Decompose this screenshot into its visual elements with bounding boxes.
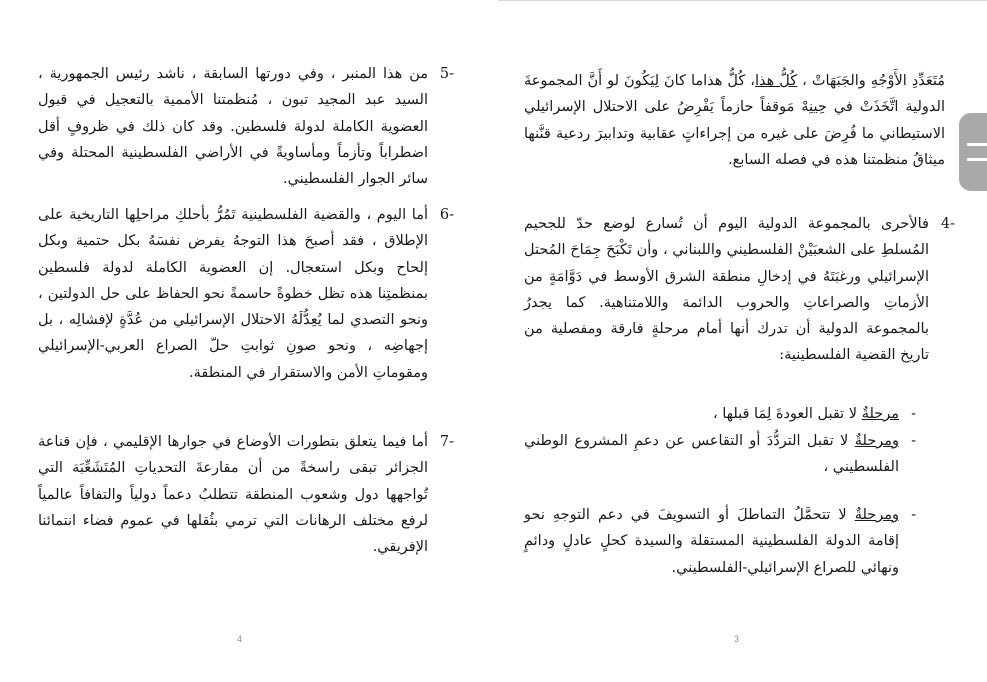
paragraph-text: من هذا المنبر ، وفي دورتها السابقة ، ناشد رئيس الجمهورية ، السيد عبد المجيد تبون ، مُنظمتنا الأممية بالتعجيل في قبول العضوية الكاملة لدولة فلسطين. وقد كان ذلك في ظروفٍ أقل اضطراباً وتأزماً ومأساويةً في الأراضي الفلسطينية المحتلة وفي سائر الجوار الفلسطيني. bbox=[38, 66, 428, 188]
paragraph-7 bbox=[38, 429, 454, 560]
bullet-item bbox=[524, 428, 916, 481]
bullet-dash: - bbox=[911, 406, 916, 422]
paragraph-text: أما اليوم ، والقضية الفلسطينية تَمُرُّ بأحلكِ مراحلِها التاريخية على الإطلاق ، فقد أصبحَ هذا التوجهُ يفرض نفسَهُ بكل حتمية وبكل إلحاح وبكل استعجال. إن العضوية الكاملة لدولة فلسطين بمنظمتِنا هذه تظل خطوةً حاسمةً نحو الحفاظ على حل الدولتين ، ونحو التصدي لما يُعِدُّلَهُ الاحتلال الإسرائيلي من عُدَّةٍ لإفشالِه ، بل إجهاضِه ، ونحو صونِ ثوابتِ حلّ الصراع العربي-الإسرائيلي ومقوماتِ الأمن والاستقرار في المنطقة. bbox=[38, 207, 428, 381]
paragraph-number: 7- bbox=[439, 434, 454, 450]
page-number: 3 bbox=[734, 634, 740, 644]
bullet-text: لا تقبل التردُّدَ أو التقاعس عن دعمِ المشروع الوطني الفلسطيني ، bbox=[524, 433, 899, 476]
paragraph-text: فالأحرى بالمجموعة الدولية اليوم أن تُسارع لوضع حدّ للجحيم المُسلطِ على الشعبَيْنْ الفلسطيني واللبناني ، وأن تَكْبَحَ جِمَاحَ المُحتل الإسرائيلي ورغبَتَهُ في إدخالِ منطقة الشرق الأوسط في دَوَّامَةٍ من الأزماتِ والصراعاتِ والحروب الدائمة واللامتناهية. كما يجدرُ بالمجموعة الدولية أن تدرك أنها أمام مرحلةٍ فارقة ومفصلية من تاريخ القضية الفلسطينية: bbox=[524, 216, 929, 364]
bullet-item bbox=[524, 401, 916, 427]
page-top-divider bbox=[498, 0, 987, 1]
paragraph-number: 6- bbox=[439, 207, 454, 223]
paragraph-text: أما فيما يتعلق بتطورات الأوضاع في جوارها الإقليمي ، فإن قناعة الجزائر تبقى راسخةً من أن مقارعةَ التحدياتِ المُتَشَعِّبَة التي تُواجهها دول وشعوب المنطقة تتطلبُ دعماً دولياً والتفافاً عالمياً لرفع مختلف الرهانات التي ترمي بثُقلها في عموم فضاء انتمائنا الإفريقي. bbox=[38, 434, 428, 556]
underlined-phrase: كُلُّ هذا bbox=[754, 73, 798, 89]
paragraph-4 bbox=[524, 211, 955, 369]
paragraph-number: 4- bbox=[940, 216, 955, 232]
bullet-lead: ومرحلةٌ bbox=[854, 507, 899, 523]
page-number: 4 bbox=[237, 634, 243, 644]
paragraph-number: 5- bbox=[439, 66, 454, 82]
bullet-lead: ومرحلةٌ bbox=[854, 433, 899, 449]
paragraph-5 bbox=[38, 61, 454, 192]
bullet-lead: مرحلةٌ bbox=[861, 406, 899, 422]
continuation-paragraph bbox=[524, 68, 945, 173]
page-3 bbox=[494, 0, 987, 682]
paragraph-6 bbox=[38, 202, 454, 386]
side-menu-tab[interactable] bbox=[959, 113, 987, 191]
bullet-text: لا تتحمَّلُ التماطلَ أو التسويفَ في دعم التوجهِ نحو إقامة الدولة الفلسطينية المستقلة والسيدة كحلٍ عادلٍ ودائمٍ ونهائي للصراع الإسرائيلي-الفلسطيني. bbox=[524, 507, 899, 576]
bullet-dash: - bbox=[911, 507, 916, 523]
bullet-text: لا تقبل العودةَ لِمَا قبلها ، bbox=[712, 406, 862, 422]
bullet-item bbox=[524, 502, 916, 581]
continuation-text-start: مُتَعَدِّدِ الأَوْجُهِ والجَبَهَاتْ ، bbox=[797, 73, 945, 89]
bullet-dash: - bbox=[911, 433, 916, 449]
continuation-text-end: ، كُلُّ هذاما كانَ لِيَكُونَ لو أَنَّ المجموعةَ الدولية اتَّخَذَتْ في حِينِهْ مَوقفاً حازماً يَفْرِضُ على الاحتلال الإسرائيلي الاستيطاني ما فُرِضَ على غيره من إجراءاتٍ عقابية وتدابيرَ ردعية قنَّنها ميثاقُ منظمتنا هذه في فصله السابع. bbox=[524, 73, 945, 168]
